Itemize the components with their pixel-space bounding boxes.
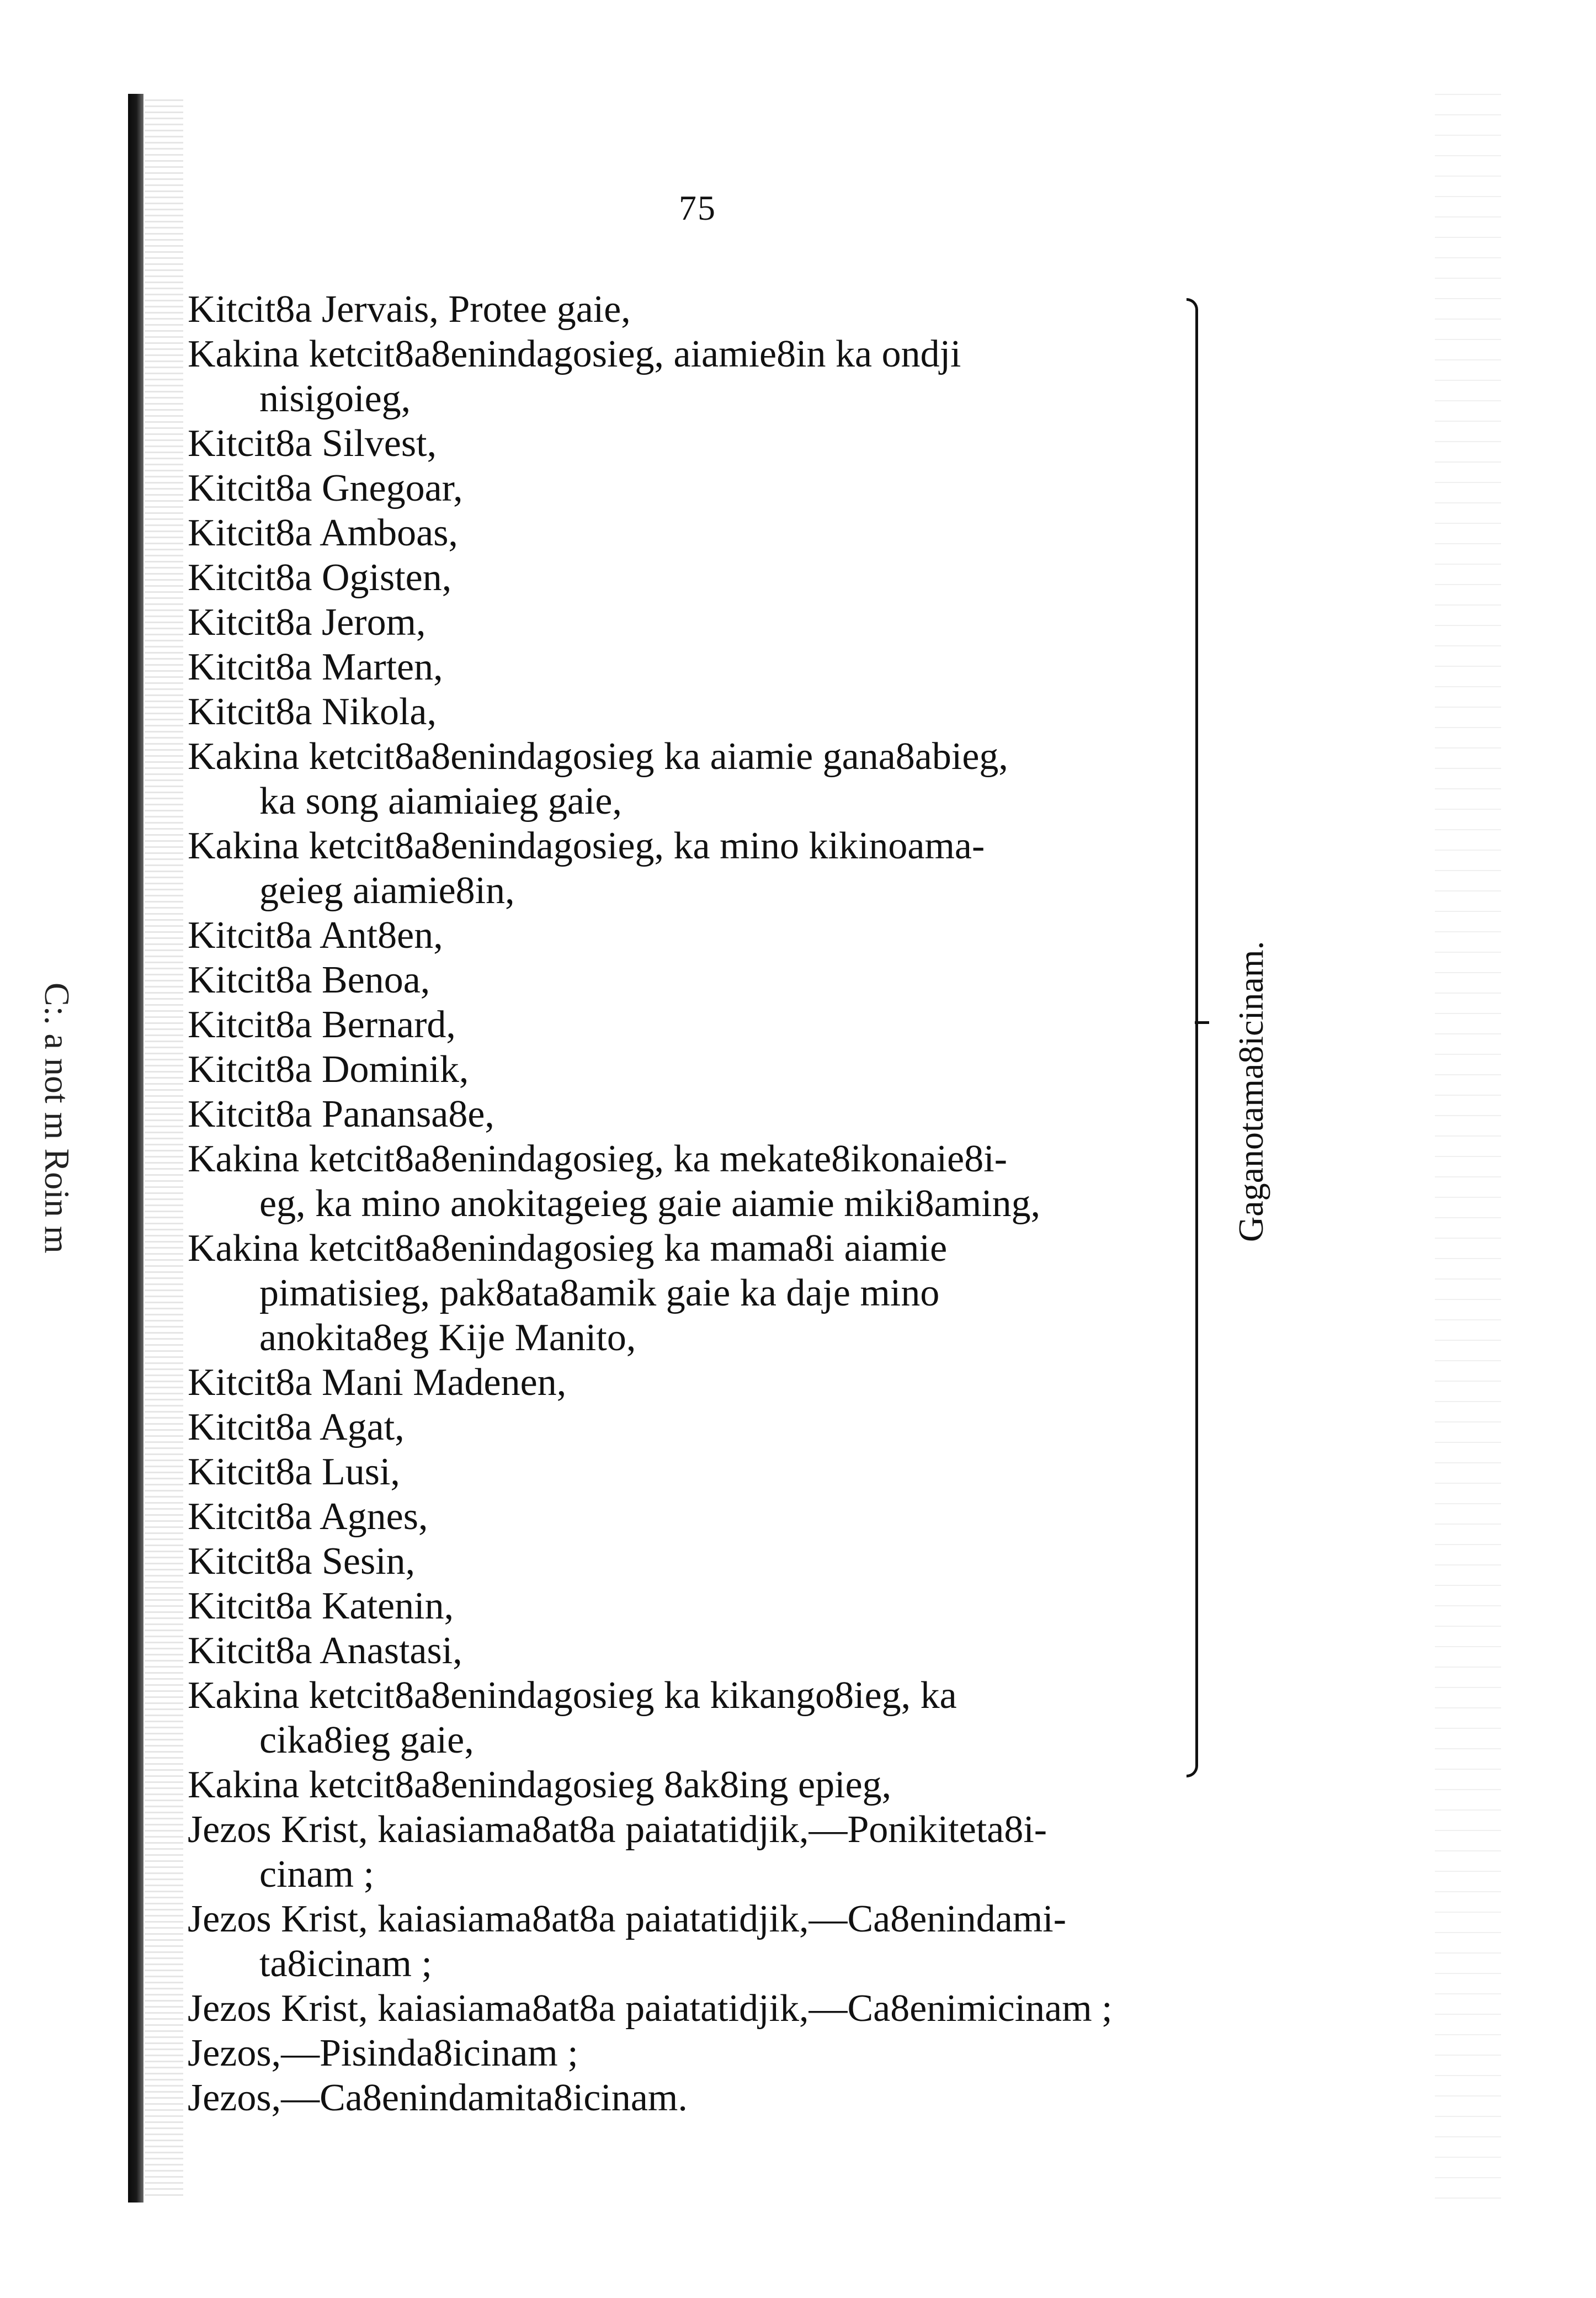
text-line: Kakina ketcit8a8enindagosieg, ka mekate8ikonaie8i- — [188, 1138, 1008, 1180]
text-line: ka song aiamiaieg gaie, — [259, 780, 622, 822]
text-line: Kitcit8a Marten, — [188, 646, 443, 688]
right-edge-speckle — [1435, 94, 1501, 2203]
text-line: Kakina ketcit8a8enindagosieg ka aiamie gana8abieg, — [188, 735, 1008, 778]
binding-edge — [128, 94, 143, 2203]
page-number: 75 — [679, 188, 716, 227]
text-line: Kitcit8a Panansa8e, — [188, 1093, 494, 1135]
text-line: cika8ieg gaie, — [259, 1719, 474, 1761]
text-line: Jezos Krist, kaiasiama8at8a paiatatidjik,—Ca8enindami- — [188, 1898, 1067, 1940]
text-line: Jezos,—Ca8enindamita8icinam. — [188, 2077, 688, 2119]
binding-speckle — [145, 99, 183, 2197]
text-line: Kitcit8a Anastasi, — [188, 1630, 462, 1672]
text-line: pimatisieg, pak8ata8amik gaie ka daje mino — [259, 1272, 940, 1314]
text-line: Kitcit8a Nikola, — [188, 691, 437, 733]
grouping-bracket — [1187, 298, 1198, 1777]
text-line: ta8icinam ; — [259, 1943, 432, 1985]
text-line: Kitcit8a Jerom, — [188, 601, 426, 644]
text-line: eg, ka mino anokitageieg gaie aiamie miki8aming, — [259, 1182, 1041, 1225]
text-line: Kitcit8a Gnegoar, — [188, 467, 463, 510]
bracket-point — [1195, 1021, 1209, 1024]
text-line: Kitcit8a Mani Madenen, — [188, 1361, 567, 1404]
text-line: Kitcit8a Benoa, — [188, 959, 430, 1001]
text-line: Kitcit8a Agnes, — [188, 1495, 428, 1538]
text-line: Kitcit8a Ogisten, — [188, 556, 452, 599]
text-line: Kitcit8a Amboas, — [188, 512, 458, 554]
text-line: Kitcit8a Bernard, — [188, 1004, 456, 1046]
text-line: Jezos Krist, kaiasiama8at8a paiatatidjik,—Ponikiteta8i- — [188, 1808, 1047, 1851]
margin-note: C:. a not m Roin m — [38, 983, 77, 1254]
text-line: Kitcit8a Dominik, — [188, 1048, 469, 1091]
litany-text — [188, 287, 1236, 2120]
text-line: Kitcit8a Ant8en, — [188, 914, 443, 957]
text-line: Kakina ketcit8a8enindagosieg 8ak8ing epieg, — [188, 1764, 892, 1806]
text-line: Kakina ketcit8a8enindagosieg, aiamie8in ka ondji — [188, 333, 961, 375]
text-line: cinam ; — [259, 1853, 374, 1896]
text-line: geieg aiamie8in, — [259, 869, 515, 912]
text-line: Kakina ketcit8a8enindagosieg ka mama8i aiamie — [188, 1227, 948, 1270]
text-line: Jezos Krist, kaiasiama8at8a paiatatidjik,—Ca8enimicinam ; — [188, 1987, 1113, 2030]
text-line: Kitcit8a Katenin, — [188, 1585, 454, 1627]
text-line: Kakina ketcit8a8enindagosieg ka kikango8ieg, ka — [188, 1674, 957, 1717]
text-line: anokita8eg Kije Manito, — [259, 1317, 636, 1359]
text-line: Kakina ketcit8a8enindagosieg, ka mino kikinoama- — [188, 825, 985, 867]
text-line: Jezos,—Pisinda8icinam ; — [188, 2032, 578, 2074]
text-line: Kitcit8a Agat, — [188, 1406, 405, 1448]
text-line: Kitcit8a Sesin, — [188, 1540, 416, 1583]
response-label: Gaganotama8icinam. — [1231, 941, 1270, 1242]
text-line: Kitcit8a Jervais, Protee gaie, — [188, 288, 631, 331]
text-line: Kitcit8a Lusi, — [188, 1451, 400, 1493]
text-line: nisigoieg, — [259, 378, 411, 420]
text-line: Kitcit8a Silvest, — [188, 422, 437, 465]
